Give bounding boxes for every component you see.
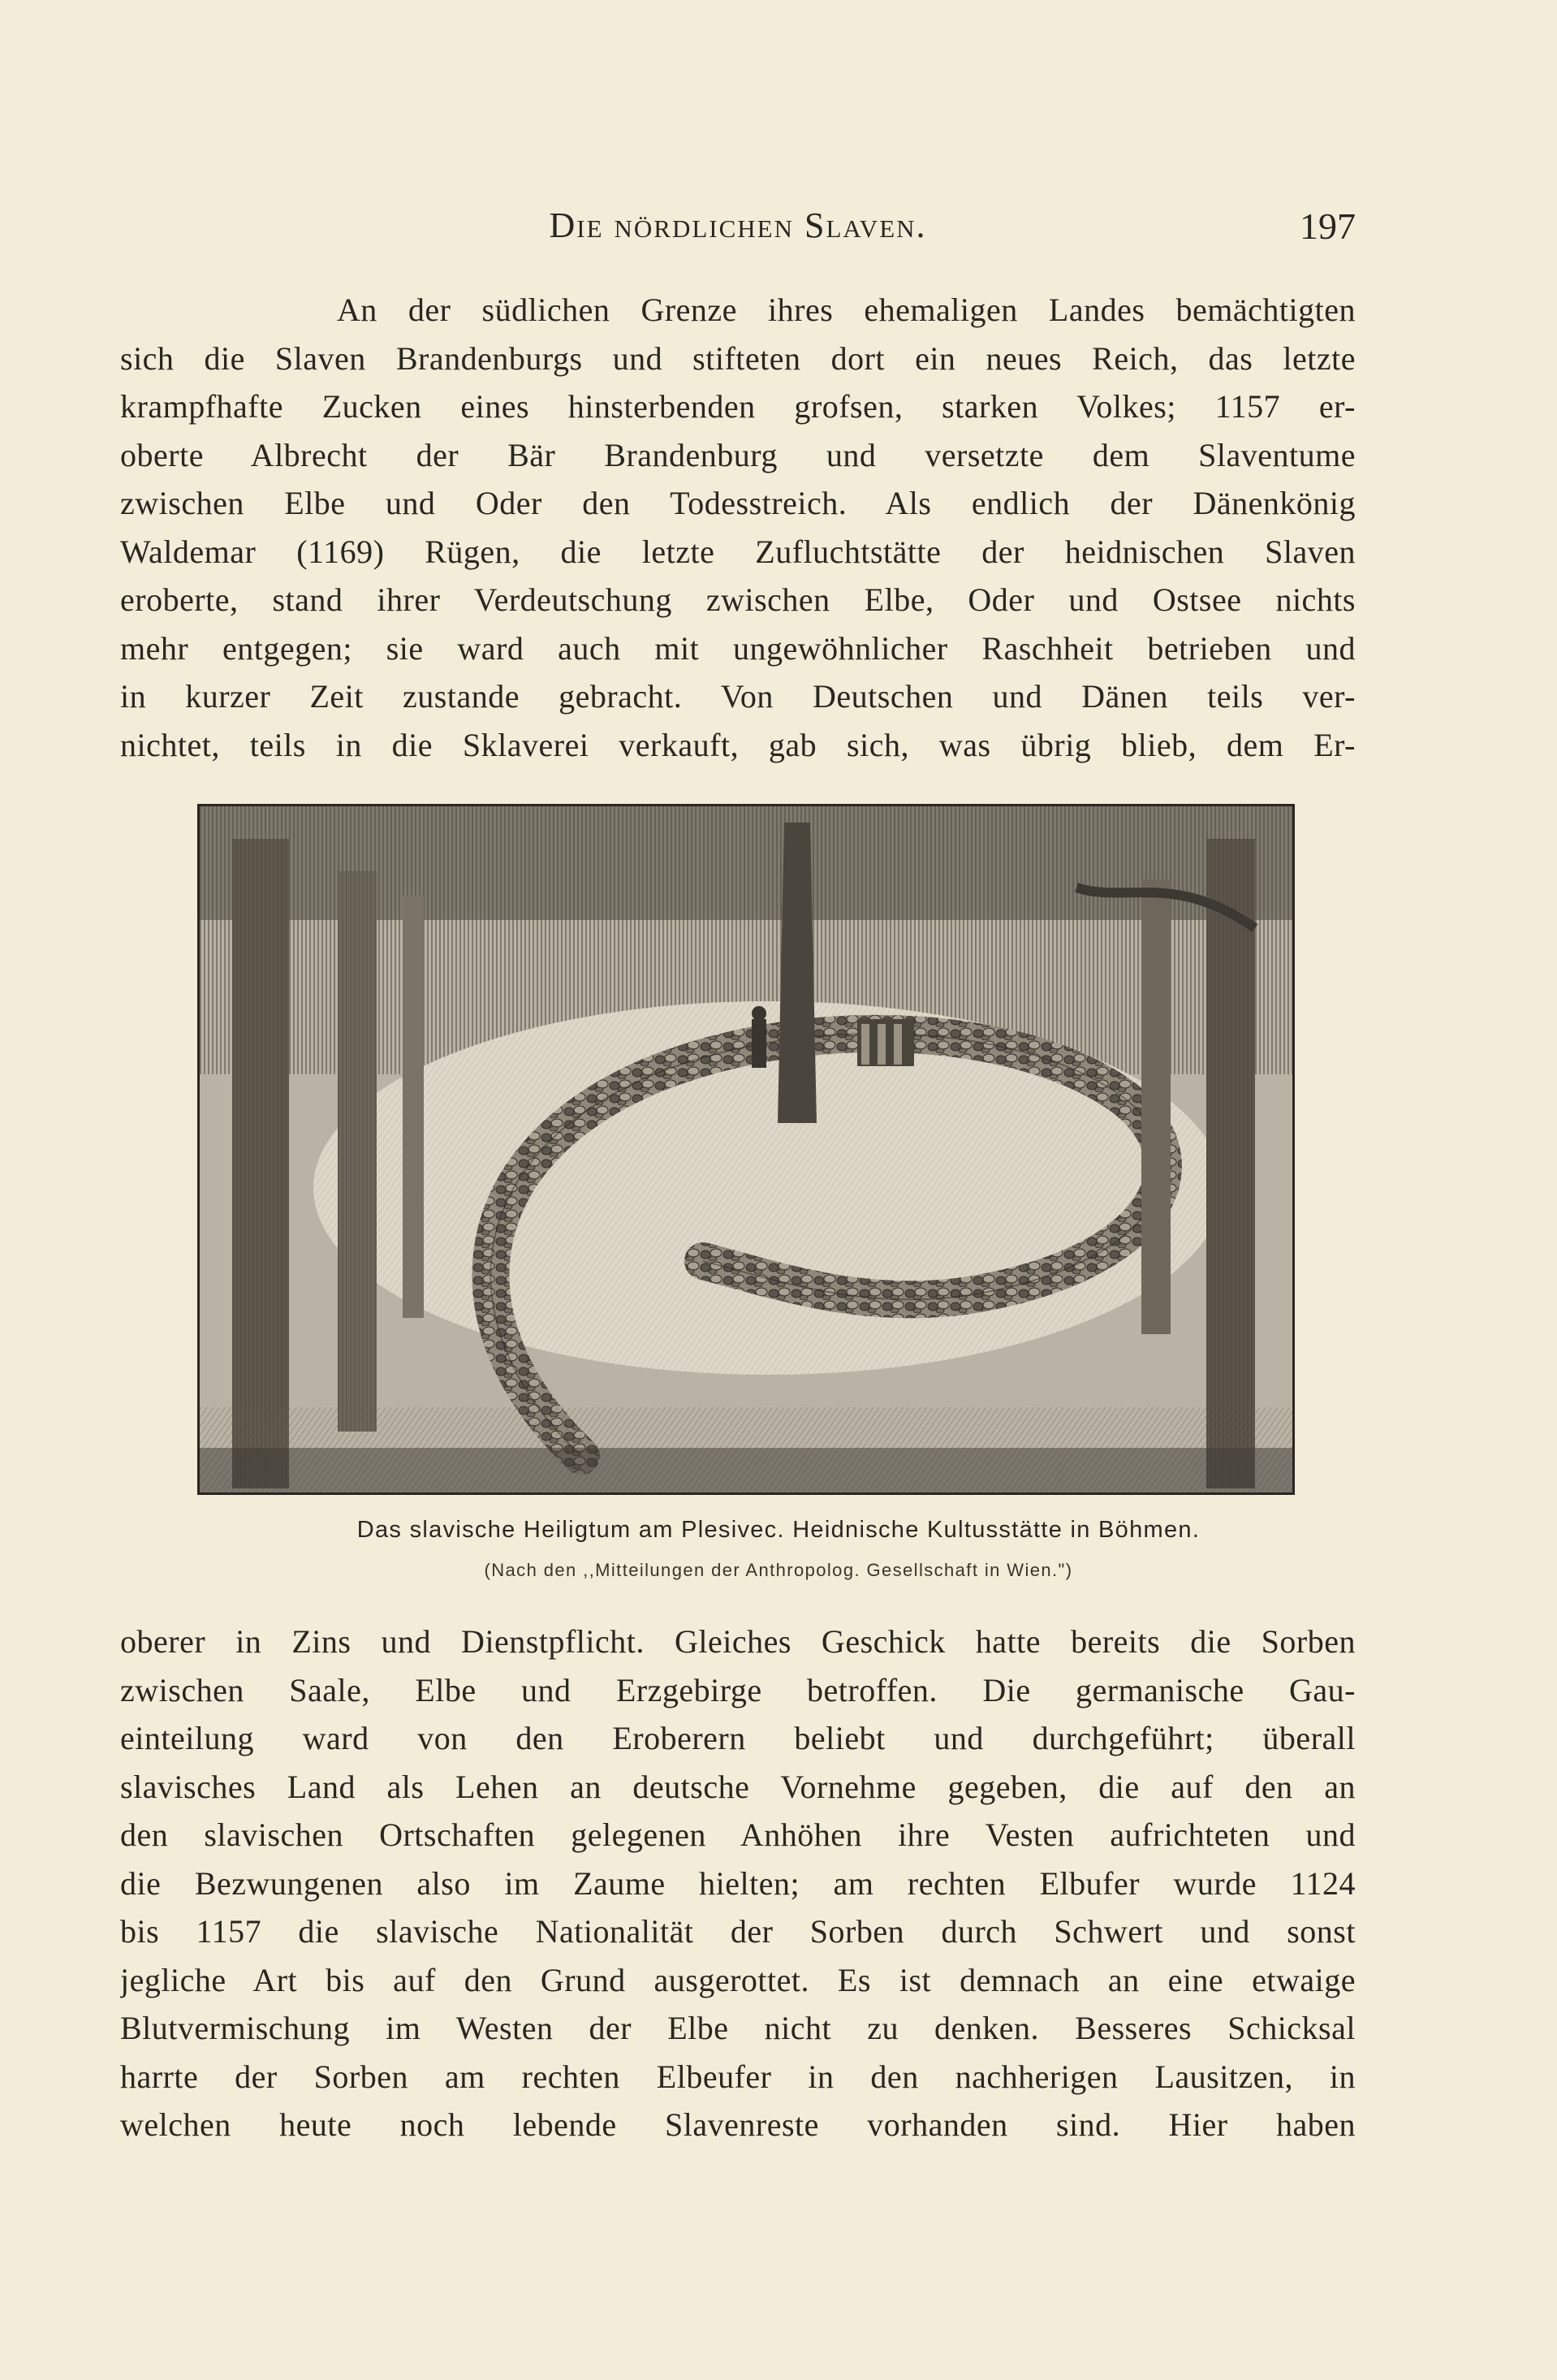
text-line: mehr entgegen; sie ward auch mit ungewöhnlicher Raschheit betrieben und [120, 629, 1356, 667]
text-line: jegliche Art bis auf den Grund ausgerottet. Es ist demnach an eine etwaige [120, 1961, 1356, 1998]
figure-caption: Das slavische Heiligtum am Plesivec. Heidnische Kultusstätte in Böhmen. [356, 1517, 1201, 1543]
text-line: nichtet, teils in die Sklaverei verkauft, gab sich, was übrig blieb, dem Er- [120, 726, 1356, 763]
text-line: eroberte, stand ihrer Verdeutschung zwischen Elbe, Oder und Ostsee nichts [120, 581, 1356, 618]
forest-stone-circle-illustration [200, 806, 1292, 1492]
text-line: bis 1157 die slavische Nationalität der Sorben durch Schwert und sonst [120, 1913, 1356, 1950]
page-number: 197 [1300, 205, 1356, 247]
text-line: sich die Slaven Brandenburgs und stifteten dort ein neues Reich, das letzte [120, 339, 1356, 377]
paragraph-1 [120, 286, 1356, 769]
figure-source: (Nach den ,,Mitteilungen der Anthropolog. Gesellschaft in Wien.") [484, 1560, 1073, 1580]
text-line: welchen heute noch lebende Slavenreste vorhanden sind. Hier haben [120, 2106, 1356, 2143]
running-header [120, 205, 1356, 253]
text-line: An der südlichen Grenze ihres ehemaligen Landes bemächtigten [120, 292, 1356, 328]
text-line: die Bezwungenen also im Zaume hielten; am rechten Elbufer wurde 1124 [120, 1864, 1356, 1902]
text-line: zwischen Saale, Elbe und Erzgebirge betroffen. Die germanische Gau- [120, 1671, 1356, 1708]
text-line: oberte Albrecht der Bär Brandenburg und versetzte dem Slaventume [120, 436, 1356, 473]
chapter-title: Die nördlichen Slaven. [549, 205, 927, 245]
text-line: Waldemar (1169) Rügen, die letzte Zufluchtstätte der heidnischen Slaven [120, 533, 1356, 570]
text-line: zwischen Elbe und Oder den Todesstreich. Als endlich der Dänenkönig [120, 485, 1356, 521]
text-line: oberer in Zins und Dienstpflicht. Gleiches Geschick hatte bereits die Sorben [120, 1623, 1356, 1660]
text-line: krampfhafte Zucken eines hinsterbenden grofsen, starken Volkes; 1157 er- [120, 388, 1356, 425]
text-line: Blutvermischung im Westen der Elbe nicht zu denken. Besseres Schicksal [120, 2010, 1356, 2046]
paragraph-2 [120, 1618, 1356, 2149]
text-line: slavisches Land als Lehen an deutsche Vornehme gegeben, die auf den an [120, 1768, 1356, 1805]
text-line: harrte der Sorben am rechten Elbeufer in den nachherigen Lausitzen, in [120, 2058, 1356, 2095]
illustration-sanctuary [197, 804, 1295, 1495]
text-line: in kurzer Zeit zustande gebracht. Von Deutschen und Dänen teils ver- [120, 678, 1356, 715]
text-line: einteilung ward von den Eroberern beliebt und durchgeführt; überall [120, 1720, 1356, 1756]
text-line: den slavischen Ortschaften gelegenen Anhöhen ihre Vesten aufrichteten und [120, 1816, 1356, 1853]
